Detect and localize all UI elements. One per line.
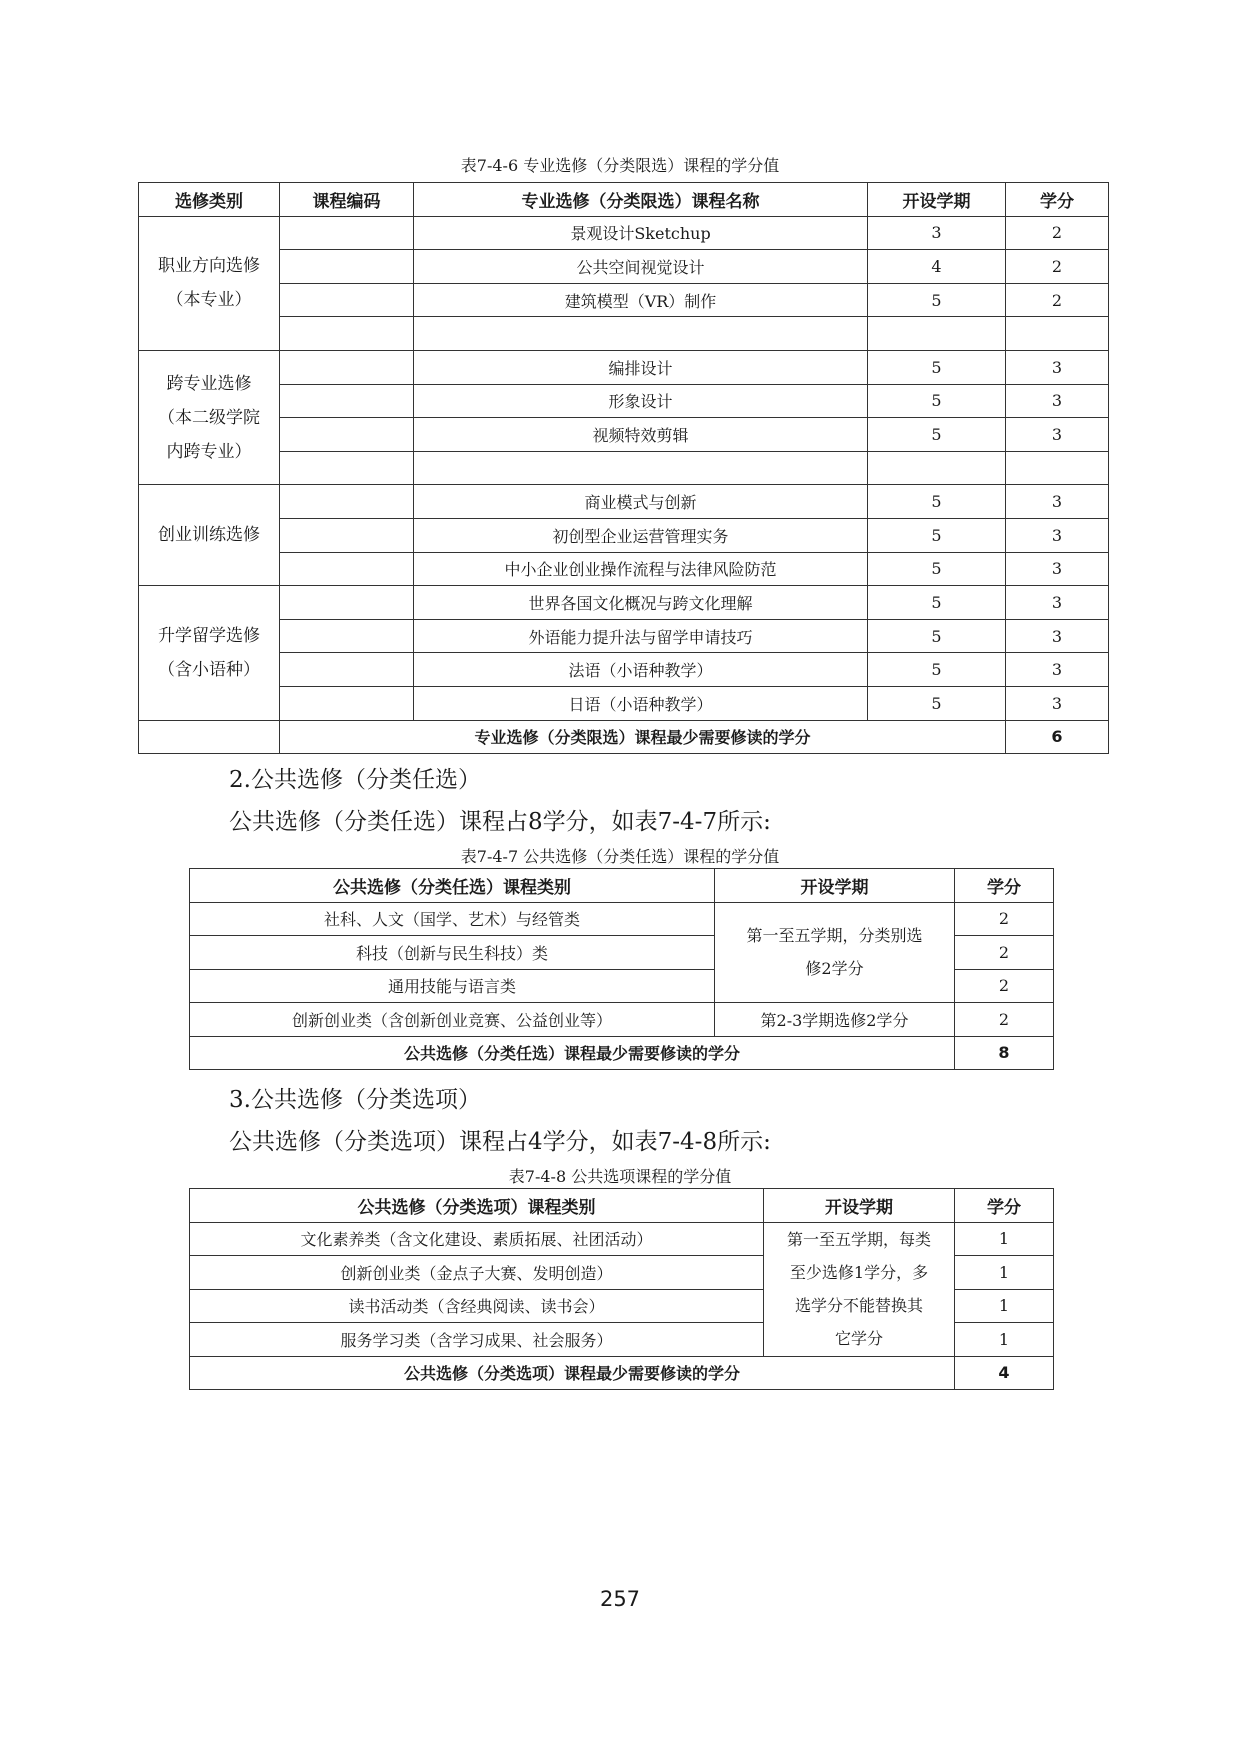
credit-cell: 3 — [1006, 686, 1109, 720]
table3-caption: 表7-4-8 公共选项课程的学分值 — [508, 1167, 732, 1186]
course-name-cell: 日语（小语种教学） — [414, 686, 868, 720]
table-row — [139, 250, 1109, 284]
course-code-cell — [280, 619, 414, 653]
category-cell-line: （本专业） — [166, 290, 252, 311]
course-name-cell: 中小企业创业操作流程与法律风险防范 — [414, 552, 868, 586]
column-header: 学分 — [1006, 183, 1109, 217]
column-header: 学分 — [955, 1189, 1054, 1223]
total-value: 8 — [955, 1036, 1054, 1070]
course-code-cell — [280, 552, 414, 586]
total-label: 公共选修（分类选项）课程最少需要修读的学分 — [190, 1356, 955, 1390]
semester-cell: 5 — [868, 283, 1006, 317]
category-cell — [139, 485, 280, 586]
course-code-cell — [280, 586, 414, 620]
total-label: 公共选修（分类任选）课程最少需要修读的学分 — [190, 1036, 955, 1070]
category-cell: 社科、人文（国学、艺术）与经管类 — [190, 902, 715, 936]
course-name-cell: 形象设计 — [414, 384, 868, 418]
category-cell: 文化素养类（含文化建设、素质拓展、社团活动） — [190, 1222, 764, 1256]
course-code-cell — [280, 283, 414, 317]
category-cell — [139, 216, 280, 350]
category-cell — [139, 350, 280, 484]
elective-restricted-table — [138, 182, 1109, 754]
course-name-cell — [414, 451, 868, 485]
table-row — [139, 384, 1109, 418]
column-header: 课程编码 — [280, 183, 414, 217]
category-cell: 创新创业类（含创新创业竞赛、公益创业等） — [190, 1003, 715, 1037]
semester-cell: 5 — [868, 518, 1006, 552]
table-row — [139, 317, 1109, 351]
table-row — [139, 283, 1109, 317]
total-row — [139, 720, 1109, 754]
credit-cell: 2 — [955, 902, 1054, 936]
semester-cell: 5 — [868, 485, 1006, 519]
credit-cell: 3 — [1006, 653, 1109, 687]
table-row — [190, 1222, 1054, 1256]
category-cell — [139, 586, 280, 720]
course-name-cell: 法语（小语种教学） — [414, 653, 868, 687]
course-name-cell: 初创型企业运营管理实务 — [414, 518, 868, 552]
credit-cell: 3 — [1006, 350, 1109, 384]
course-name-cell: 公共空间视觉设计 — [414, 250, 868, 284]
table-row — [139, 216, 1109, 250]
credit-cell — [1006, 317, 1109, 351]
section2-heading: 2.公共选修（分类任选） — [229, 767, 481, 793]
semester-cell: 第2-3学期选修2学分 — [715, 1003, 955, 1037]
semester-cell-line: 第一至五学期，分类别选 — [746, 926, 923, 946]
credit-cell — [1006, 451, 1109, 485]
semester-cell: 5 — [868, 552, 1006, 586]
public-elective-optional-table — [189, 868, 1054, 1070]
course-code-cell — [280, 518, 414, 552]
semester-cell: 5 — [868, 586, 1006, 620]
category-cell-line: 内跨专业） — [166, 441, 252, 462]
semester-cell-line: 至少选修1学分，多 — [789, 1263, 929, 1282]
semester-cell: 5 — [868, 350, 1006, 384]
semester-cell: 5 — [868, 653, 1006, 687]
table2-caption: 表7-4-7 公共选修（分类任选）课程的学分值 — [460, 847, 780, 866]
category-cell: 读书活动类（含经典阅读、读书会） — [190, 1289, 764, 1323]
credit-cell: 3 — [1006, 552, 1109, 586]
credit-cell: 3 — [1006, 518, 1109, 552]
course-name-cell: 编排设计 — [414, 350, 868, 384]
course-name-cell: 景观设计Sketchup — [414, 216, 868, 250]
credit-cell: 2 — [955, 1003, 1054, 1037]
column-header: 开设学期 — [764, 1189, 955, 1223]
table-row — [139, 653, 1109, 687]
semester-cell-line: 第一至五学期，每类 — [786, 1230, 931, 1249]
category-cell: 创新创业类（金点子大赛、发明创造） — [190, 1256, 764, 1290]
course-code-cell — [280, 384, 414, 418]
page-number: 257 — [599, 1587, 641, 1611]
credit-cell: 1 — [955, 1256, 1054, 1290]
course-name-cell: 视频特效剪辑 — [414, 418, 868, 452]
credit-cell: 2 — [1006, 283, 1109, 317]
course-code-cell — [280, 418, 414, 452]
credit-cell: 2 — [955, 936, 1054, 970]
table-row — [139, 586, 1109, 620]
credit-cell: 1 — [955, 1323, 1054, 1357]
semester-cell-line: 它学分 — [834, 1329, 883, 1348]
semester-cell — [868, 451, 1006, 485]
category-cell-line: 创业训练选修 — [158, 525, 260, 546]
column-header: 公共选修（分类选项）课程类别 — [190, 1189, 764, 1223]
semester-cell: 5 — [868, 686, 1006, 720]
header-row — [190, 869, 1054, 903]
table-row — [139, 552, 1109, 586]
category-cell-line: 升学留学选修 — [158, 625, 260, 646]
table-row — [139, 518, 1109, 552]
category-cell: 通用技能与语言类 — [190, 969, 715, 1003]
semester-cell-line: 选学分不能替换其 — [794, 1296, 923, 1315]
semester-cell: 5 — [868, 384, 1006, 418]
section3-text: 公共选修（分类选项）课程占4学分，如表7-4-8所示: — [229, 1129, 771, 1155]
course-name-cell: 世界各国文化概况与跨文化理解 — [414, 586, 868, 620]
category-cell: 服务学习类（含学习成果、社会服务） — [190, 1323, 764, 1357]
total-row — [190, 1036, 1054, 1070]
section3-heading: 3.公共选修（分类选项） — [229, 1087, 481, 1113]
course-code-cell — [280, 451, 414, 485]
credit-cell: 2 — [1006, 250, 1109, 284]
semester-cell-line: 修2学分 — [805, 959, 864, 979]
table-row — [139, 686, 1109, 720]
category-cell-line: （含小语种） — [158, 659, 260, 680]
category-cell-line: 跨专业选修 — [166, 373, 252, 394]
credit-cell: 3 — [1006, 418, 1109, 452]
total-row — [190, 1356, 1054, 1390]
column-header: 开设学期 — [868, 183, 1006, 217]
category-cell-line: 职业方向选修 — [158, 256, 260, 277]
semester-cell — [715, 902, 955, 1003]
table1-caption: 表7-4-6 专业选修（分类限选）课程的学分值 — [460, 156, 780, 175]
table-row — [190, 902, 1054, 936]
category-cell-line: （本二级学院 — [158, 407, 260, 428]
table-row — [139, 418, 1109, 452]
section2-text: 公共选修（分类任选）课程占8学分，如表7-4-7所示: — [229, 809, 771, 835]
semester-cell: 4 — [868, 250, 1006, 284]
table-row — [139, 619, 1109, 653]
course-name-cell: 外语能力提升法与留学申请技巧 — [414, 619, 868, 653]
column-header: 开设学期 — [715, 869, 955, 903]
course-name-cell: 商业模式与创新 — [414, 485, 868, 519]
course-code-cell — [280, 250, 414, 284]
header-row — [139, 183, 1109, 217]
semester-cell — [868, 317, 1006, 351]
total-value: 4 — [955, 1356, 1054, 1390]
credit-cell: 3 — [1006, 384, 1109, 418]
column-header: 公共选修（分类任选）课程类别 — [190, 869, 715, 903]
semester-cell: 5 — [868, 418, 1006, 452]
course-name-cell: 建筑模型（VR）制作 — [414, 283, 868, 317]
credit-cell: 3 — [1006, 586, 1109, 620]
credit-cell: 3 — [1006, 485, 1109, 519]
semester-cell — [764, 1222, 955, 1356]
credit-cell: 2 — [955, 969, 1054, 1003]
column-header: 学分 — [955, 869, 1054, 903]
course-code-cell — [280, 686, 414, 720]
credit-cell: 3 — [1006, 619, 1109, 653]
semester-cell: 3 — [868, 216, 1006, 250]
total-label: 专业选修（分类限选）课程最少需要修读的学分 — [280, 720, 1006, 754]
semester-cell: 5 — [868, 619, 1006, 653]
column-header: 专业选修（分类限选）课程名称 — [414, 183, 868, 217]
credit-cell: 1 — [955, 1222, 1054, 1256]
total-value: 6 — [1006, 720, 1109, 754]
column-header: 选修类别 — [139, 183, 280, 217]
public-elective-item-table — [189, 1188, 1054, 1390]
table-row — [139, 485, 1109, 519]
table-row — [139, 350, 1109, 384]
table-row — [190, 1003, 1054, 1037]
course-code-cell — [280, 653, 414, 687]
credit-cell: 2 — [1006, 216, 1109, 250]
course-code-cell — [280, 350, 414, 384]
category-cell: 科技（创新与民生科技）类 — [190, 936, 715, 970]
course-code-cell — [280, 317, 414, 351]
course-name-cell — [414, 317, 868, 351]
course-code-cell — [280, 216, 414, 250]
credit-cell: 1 — [955, 1289, 1054, 1323]
table-row — [139, 451, 1109, 485]
header-row — [190, 1189, 1054, 1223]
course-code-cell — [280, 485, 414, 519]
total-empty-cell — [139, 720, 280, 754]
